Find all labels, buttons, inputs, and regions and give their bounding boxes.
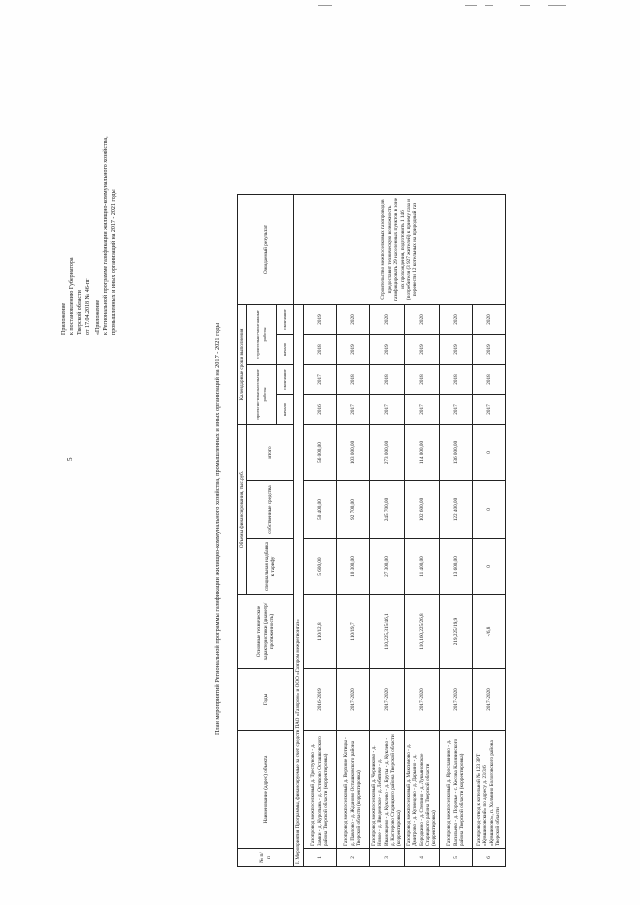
- cell-years: 2017-2020: [439, 669, 472, 731]
- header-specs: Основные технические характеристики (диаметр/ протяженность): [238, 595, 294, 669]
- cell-special: 11 400,00: [404, 539, 439, 595]
- cell-name: Газопровод межпоселковый д. Максимово - д. Дмитрово - д. Кузнецово - д. Дарьино - д. Бородкино - д. Степино - д. Лукьяновское Старицкого района Тверской области (корректировка): [404, 731, 439, 849]
- header-own: собственные средства: [247, 481, 294, 539]
- cell-total: 136 000,00: [439, 425, 472, 481]
- cell-ds: 2017: [369, 395, 404, 425]
- cell-ds: 2016: [303, 395, 336, 425]
- cell-own: 245 700,00: [369, 481, 404, 539]
- cell-specs: 110/19,7: [336, 595, 369, 669]
- cell-special: 0: [472, 539, 505, 595]
- cell-de: 2017: [303, 365, 336, 395]
- section-row: [294, 195, 303, 867]
- cell-n: 2: [336, 849, 369, 867]
- cell-special: 27 300,00: [369, 539, 404, 595]
- annex-line: к постановлению Губернатора: [69, 257, 75, 335]
- cell-n: 3: [369, 849, 404, 867]
- cell-total: 114 000,00: [404, 425, 439, 481]
- cell-own: 122 400,00: [439, 481, 472, 539]
- header-end: окончание: [276, 305, 294, 335]
- cell-specs: 110/12,8: [303, 595, 336, 669]
- annex-line: к Региональной программе газификации жилищно-коммунального хозяйства,: [103, 136, 109, 335]
- header-num: № п/п: [238, 849, 294, 867]
- plan-title: План мероприятий Региональной программы газификации жилищно-коммунального хозяйства, промышленных и иных организаций на 2017 - 2021 годы: [214, 323, 221, 735]
- cell-bs: 2019: [336, 335, 369, 365]
- cell-total: 103 000,00: [336, 425, 369, 481]
- header-result: Ожидаемый результат: [238, 195, 294, 305]
- cell-own: 50 400,00: [303, 481, 336, 539]
- cell-be: 2020: [472, 305, 505, 335]
- cell-bs: 2019: [439, 335, 472, 365]
- cell-total: 0: [472, 425, 505, 481]
- cell-bs: 2019: [369, 335, 404, 365]
- cell-ds: 2017: [439, 395, 472, 425]
- cell-years: 2017-2020: [472, 669, 505, 731]
- cell-years: 2016-2019: [303, 669, 336, 731]
- cell-own: 102 600,00: [404, 481, 439, 539]
- header-schedule: Календарные сроки выполнения: [238, 305, 247, 425]
- cell-de: 2018: [336, 365, 369, 395]
- cell-be: 2020: [439, 305, 472, 335]
- cell-n: 6: [472, 849, 505, 867]
- cell-years: 2017-2020: [369, 669, 404, 731]
- cell-own: 0: [472, 481, 505, 539]
- header-row: [238, 195, 247, 867]
- cell-specs: 219,225/19,9: [439, 595, 472, 669]
- annex-block: [60, 257, 92, 335]
- cell-de: 2018: [404, 365, 439, 395]
- cell-bs: 2019: [404, 335, 439, 365]
- cell-name: Газопровод межпоселковый д. Трестуново - д. Замки - д. Куротынь - д. Остяхово Осташковского района Тверской области (корректировка): [303, 731, 336, 849]
- header-years: Годы: [238, 669, 294, 731]
- cell-name: Газопровод-отвод к котельной № 123 ЗРТ «Кувшиновский» по адресу д. 23/3/6 «Кувшиново», п. Холмино Бологовского района Тверской области: [472, 731, 505, 849]
- cell-de: 2018: [439, 365, 472, 395]
- cell-be: 2019: [303, 305, 336, 335]
- cell-specs: 110,225,315/46,1: [369, 595, 404, 669]
- cell-name: Газопровод межпоселковый д. Ярославнино - д. Васильево - д. Порочье - с. Кесова Калязинского района Тверской области (корректировка): [439, 731, 472, 849]
- header-end: окончание: [276, 365, 294, 395]
- section-title: I. Мероприятия Программы, финансируемые за счет средств ПАО «Газпром» и ООО «Газпром межрегионгаз»: [294, 305, 303, 867]
- header-special: специальная надбавка к тарифу: [247, 539, 294, 595]
- annex-line: промышленных и иных организаций на 2017 - 2021 годы: [111, 189, 117, 335]
- cell-de: 2018: [369, 365, 404, 395]
- annex-line: от 17.04.2018 № 46-пг: [85, 278, 91, 335]
- header-start: начало: [276, 335, 294, 365]
- annex-line: Приложение: [61, 302, 67, 335]
- result-cell: Строительство межпоселковых газопроводов предоставит техническую возможность газифицировать 29 населенных пунктов в зоне их прохождения, подготовить 1 146 (потребителя (3 927 жителей) к приему газа и перевести 12 котельных на природный газ: [294, 195, 505, 305]
- page-number: 5: [66, 457, 74, 461]
- cell-ds: 2017: [336, 395, 369, 425]
- cell-own: 92 700,00: [336, 481, 369, 539]
- cell-specs: -/6,8: [472, 595, 505, 669]
- cell-ds: 2017: [472, 395, 505, 425]
- cell-specs: 110,160,225/26,8: [404, 595, 439, 669]
- header-name: Наименование (адрес) объекта: [238, 731, 294, 849]
- annex-block-2: [94, 5, 118, 335]
- cell-name: Газопровод межпоселковый д. Черниково - д. Новое - д. Введенское - д. Лебятиче - д. Ивановцево - д. Куклево - д. Брусы - д. Куклево - д. Кастерово Старицкого района Тверской области (корректировка): [369, 731, 404, 849]
- cell-name: Газопровод межпоселковый д. Верхние Котицы - д. Павлово - д. Жданово Осташковского района Тверской области (корректировка): [336, 731, 369, 849]
- cell-special: 10 300,00: [336, 539, 369, 595]
- header-build: строительно-монтажные работы: [247, 305, 276, 365]
- cell-total: 56 000,00: [303, 425, 336, 481]
- cell-bs: 2018: [303, 335, 336, 365]
- cell-be: 2020: [369, 305, 404, 335]
- cell-be: 2020: [336, 305, 369, 335]
- header-funding: Объемы финансирования, тыс.руб.: [238, 425, 247, 595]
- cell-special: 5 600,00: [303, 539, 336, 595]
- cell-bs: 2019: [472, 335, 505, 365]
- cell-ds: 2017: [404, 395, 439, 425]
- cell-total: 273 000,00: [369, 425, 404, 481]
- annex-line: Тверской области: [77, 290, 83, 335]
- cell-years: 2017-2020: [336, 669, 369, 731]
- cell-special: 13 600,00: [439, 539, 472, 595]
- header-total: итого: [247, 425, 294, 481]
- cell-n: 1: [303, 849, 336, 867]
- cell-de: 2018: [472, 365, 505, 395]
- header-design: проектно-изыскательские работы: [247, 365, 276, 425]
- cell-n: 5: [439, 849, 472, 867]
- header-start: начало: [276, 395, 294, 425]
- annex-line: «Приложение: [95, 299, 101, 335]
- cell-years: 2017-2020: [404, 669, 439, 731]
- plan-table: [237, 194, 506, 867]
- cell-n: 4: [404, 849, 439, 867]
- cell-be: 2020: [404, 305, 439, 335]
